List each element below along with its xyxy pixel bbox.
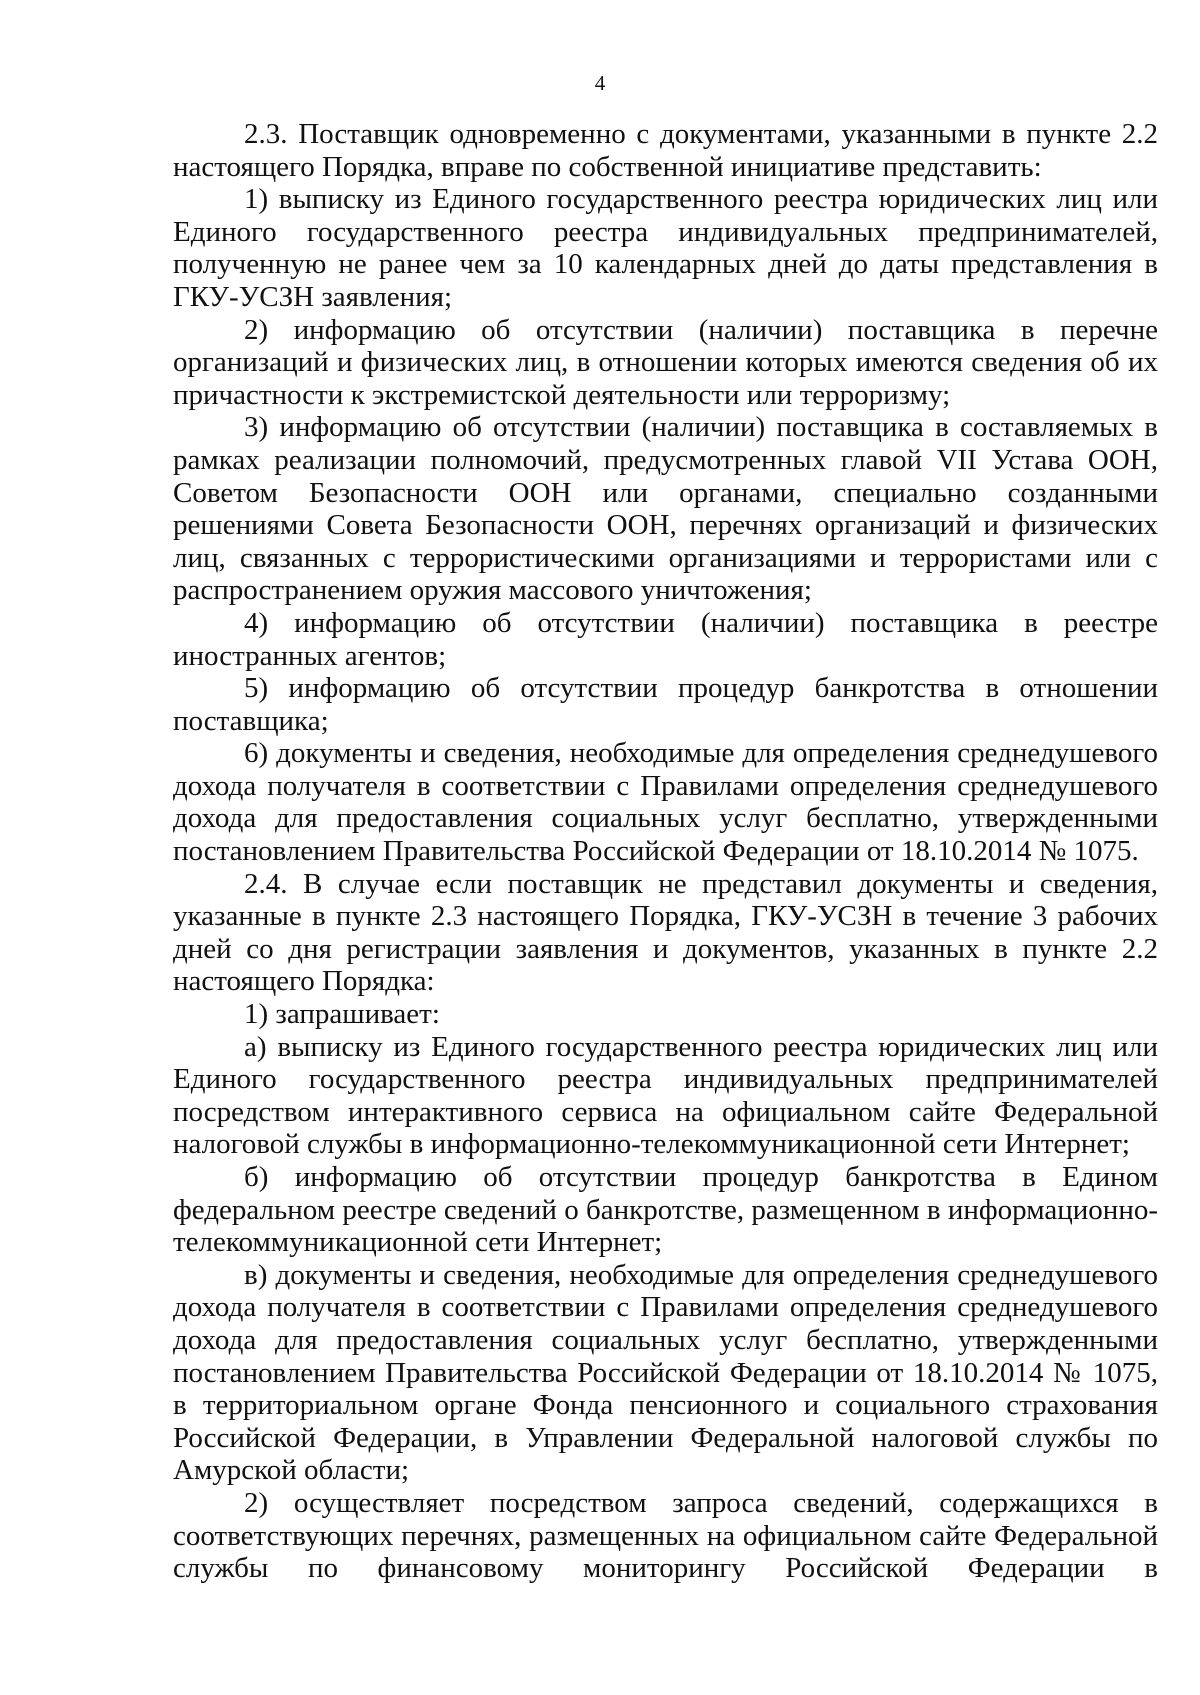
page-number: 4	[594, 71, 606, 95]
sub-item-a-egrul-extract: а) выписку из Единого государственного реестра юридических лиц или Единого государственного реестра индивидуальных предпринимателей посредством интерактивного сервиса на официальном сайте Федеральной налоговой службы в информационно-телекоммуникационной сети Интернет;	[173, 1030, 1158, 1161]
list-item-1-egrul-extract: 1) выписку из Единого государственного реестра юридических лиц или Единого государственного реестра индивидуальных предпринимателей, полученную не ранее чем за 10 календарных дней до даты представления в ГКУ-УСЗН заявления;	[173, 183, 1158, 313]
list-item-5-bankruptcy: 5) информацию об отсутствии процедур банкротства в отношении поставщика;	[173, 672, 1158, 737]
paragraph-2-3: 2.3. Поставщик одновременно с документами, указанными в пункте 2.2 настоящего Порядка, вправе по собственной инициативе представить:	[173, 118, 1158, 183]
list-item-1-requests: 1) запрашивает:	[244, 998, 440, 1031]
list-item-3-un-security-council-list: 3) информацию об отсутствии (наличии) поставщика в составляемых в рамках реализации полномочий, предусмотренных главой VII Устава ООН, Советом Безопасности ООН или органами, специально созданными решениями Совета Безопасности ООН, перечнях организаций и физических лиц, связанных с террористическими организациями и террористами или с распространением оружия массового уничтожения;	[173, 411, 1158, 607]
document-body	[173, 118, 1158, 1585]
sub-item-b-bankruptcy-info: б) информацию об отсутствии процедур банкротства в Едином федеральном реестре сведений о банкротстве, размещенном в информационно-телекоммуникационной сети Интернет;	[173, 1161, 1158, 1259]
sub-item-v-income-documents: в) документы и сведения, необходимые для определения среднедушевого дохода получателя в соответствии с Правилами определения среднедушевого дохода для предоставления социальных услуг бесплатно, утвержденными постановлением Правительства Российской Федерации от 18.10.2014 № 1075, в территориальном органе Фонда пенсионного и социального страхования Российской Федерации, в Управлении Федеральной налоговой службы по Амурской области;	[173, 1258, 1158, 1487]
paragraph-2-4: 2.4. В случае если поставщик не представил документы и сведения, указанные в пункте 2.3 настоящего Порядка, ГКУ-УСЗН в течение 3 рабочих дней со дня регистрации заявления и документов, указанных в пункте 2.2 настоящего Порядка:	[173, 867, 1158, 998]
list-item-4-foreign-agents: 4) информацию об отсутствии (наличии) поставщика в реестре иностранных агентов;	[173, 606, 1158, 672]
list-item-2-extremism-list: 2) информацию об отсутствии (наличии) поставщика в перечне организаций и физических лиц, в отношении которых имеются сведения об их причастности к экстремистской деятельности или терроризму;	[173, 313, 1158, 411]
list-item-6-income-documents: 6) документы и сведения, необходимые для определения среднедушевого дохода получателя в соответствии с Правилами определения среднедушевого дохода для предоставления социальных услуг бесплатно, утвержденными постановлением Правительства Российской Федерации от 18.10.2014 № 1075.	[173, 737, 1158, 868]
list-item-2-checks-lists: 2) осуществляет посредством запроса сведений, содержащихся в соответствующих перечнях, размещенных на официальном сайте Федеральной службы по финансовому мониторингу Российской Федерации в	[173, 1486, 1158, 1585]
